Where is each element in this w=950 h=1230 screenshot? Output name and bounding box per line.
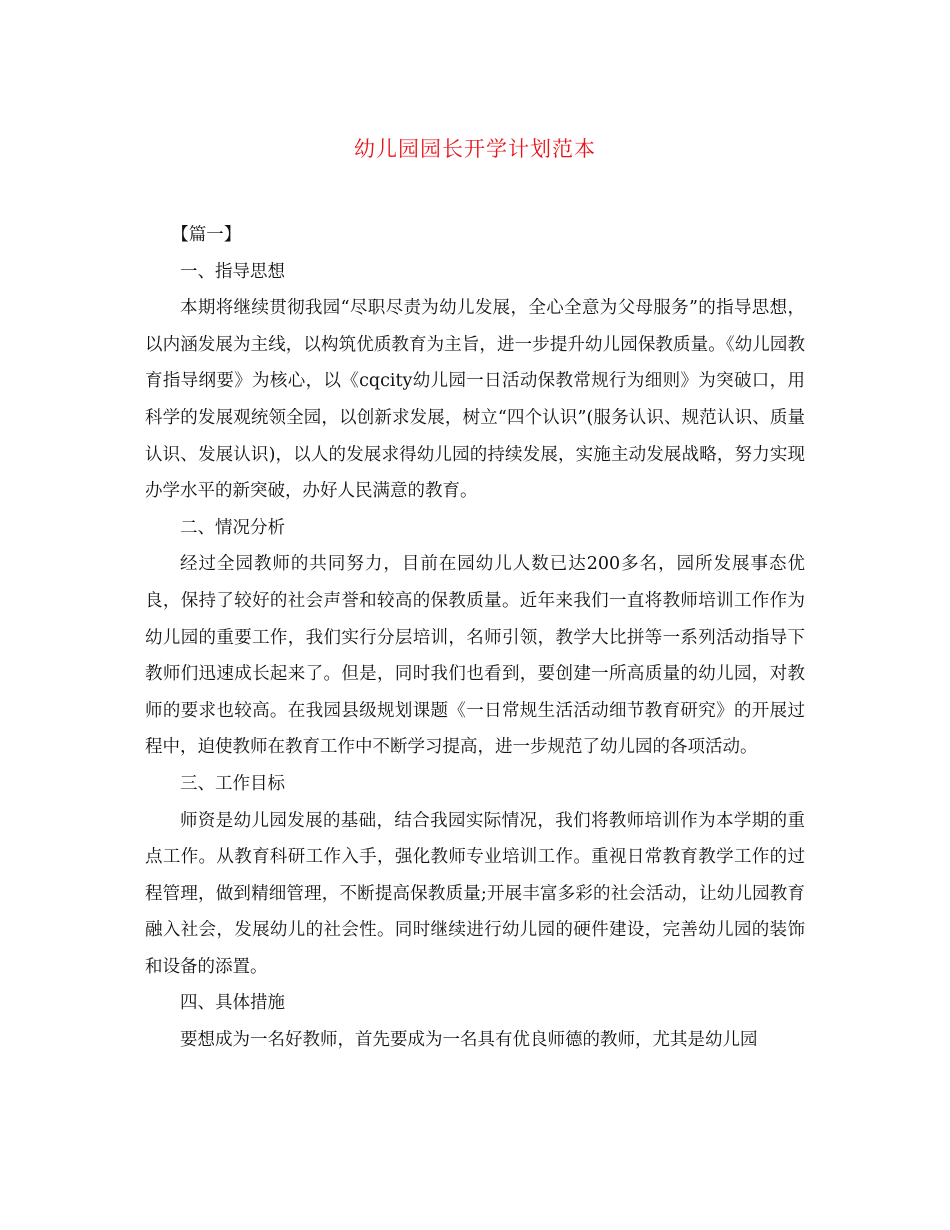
document-body bbox=[145, 217, 805, 1059]
section-heading-1: 一、指导思想 bbox=[180, 261, 285, 282]
section-heading-2: 二、情况分析 bbox=[180, 517, 285, 538]
section-paragraph-1: 本期将继续贯彻我园“尽职尽责为幼儿发展，全心全意为父母服务”的指导思想，以内涵发展为主线，以构筑优质教育为主旨，进一步提升幼儿园保教质量。《幼儿园教育指导纲要》为核心，以《cqcity幼儿园一日活动保教常规行为细则》为突破口，用科学的发展观统领全园，以创新求发展，树立“四个认识”(服务认识、规范认识、质量认识、发展认识)，以人的发展求得幼儿园的持续发展，实施主动发展战略，努力实现办学水平的新突破，办好人民满意的教育。 bbox=[145, 298, 805, 502]
section-heading-4: 四、具体措施 bbox=[180, 993, 285, 1014]
document-title: 幼儿园园长开学计划范本 bbox=[354, 137, 596, 161]
section-paragraph-2: 经过全园教师的共同努力，目前在园幼儿人数已达200多名，园所发展事态优良，保持了较好的社会声誉和较高的保教质量。近年来我们一直将教师培训工作作为幼儿园的重要工作，我们实行分层培训，名师引领，教学大比拼等一系列活动指导下教师们迅速成长起来了。但是，同时我们也看到，要创建一所高质量的幼儿园，对教师的要求也较高。在我园县级规划课题《一日常规生活活动细节教育研究》的开展过程中，迫使教师在教育工作中不断学习提高，进一步规范了幼儿园的各项活动。 bbox=[145, 554, 805, 758]
section-heading-3: 三、工作目标 bbox=[180, 773, 285, 794]
section-paragraph-4: 要想成为一名好教师，首先要成为一名具有优良师德的教师，尤其是幼儿园 bbox=[180, 1030, 758, 1051]
section-label: 【篇一】 bbox=[171, 225, 242, 245]
section-paragraph-3: 师资是幼儿园发展的基础，结合我园实际情况，我们将教师培训作为本学期的重点工作。从教育科研工作入手，强化教师专业培训工作。重视日常教育教学工作的过程管理，做到精细管理，不断提高保教质量;开展丰富多彩的社会活动，让幼儿园教育融入社会，发展幼儿的社会性。同时继续进行幼儿园的硬件建设，完善幼儿园的装饰和设备的添置。 bbox=[145, 810, 805, 977]
